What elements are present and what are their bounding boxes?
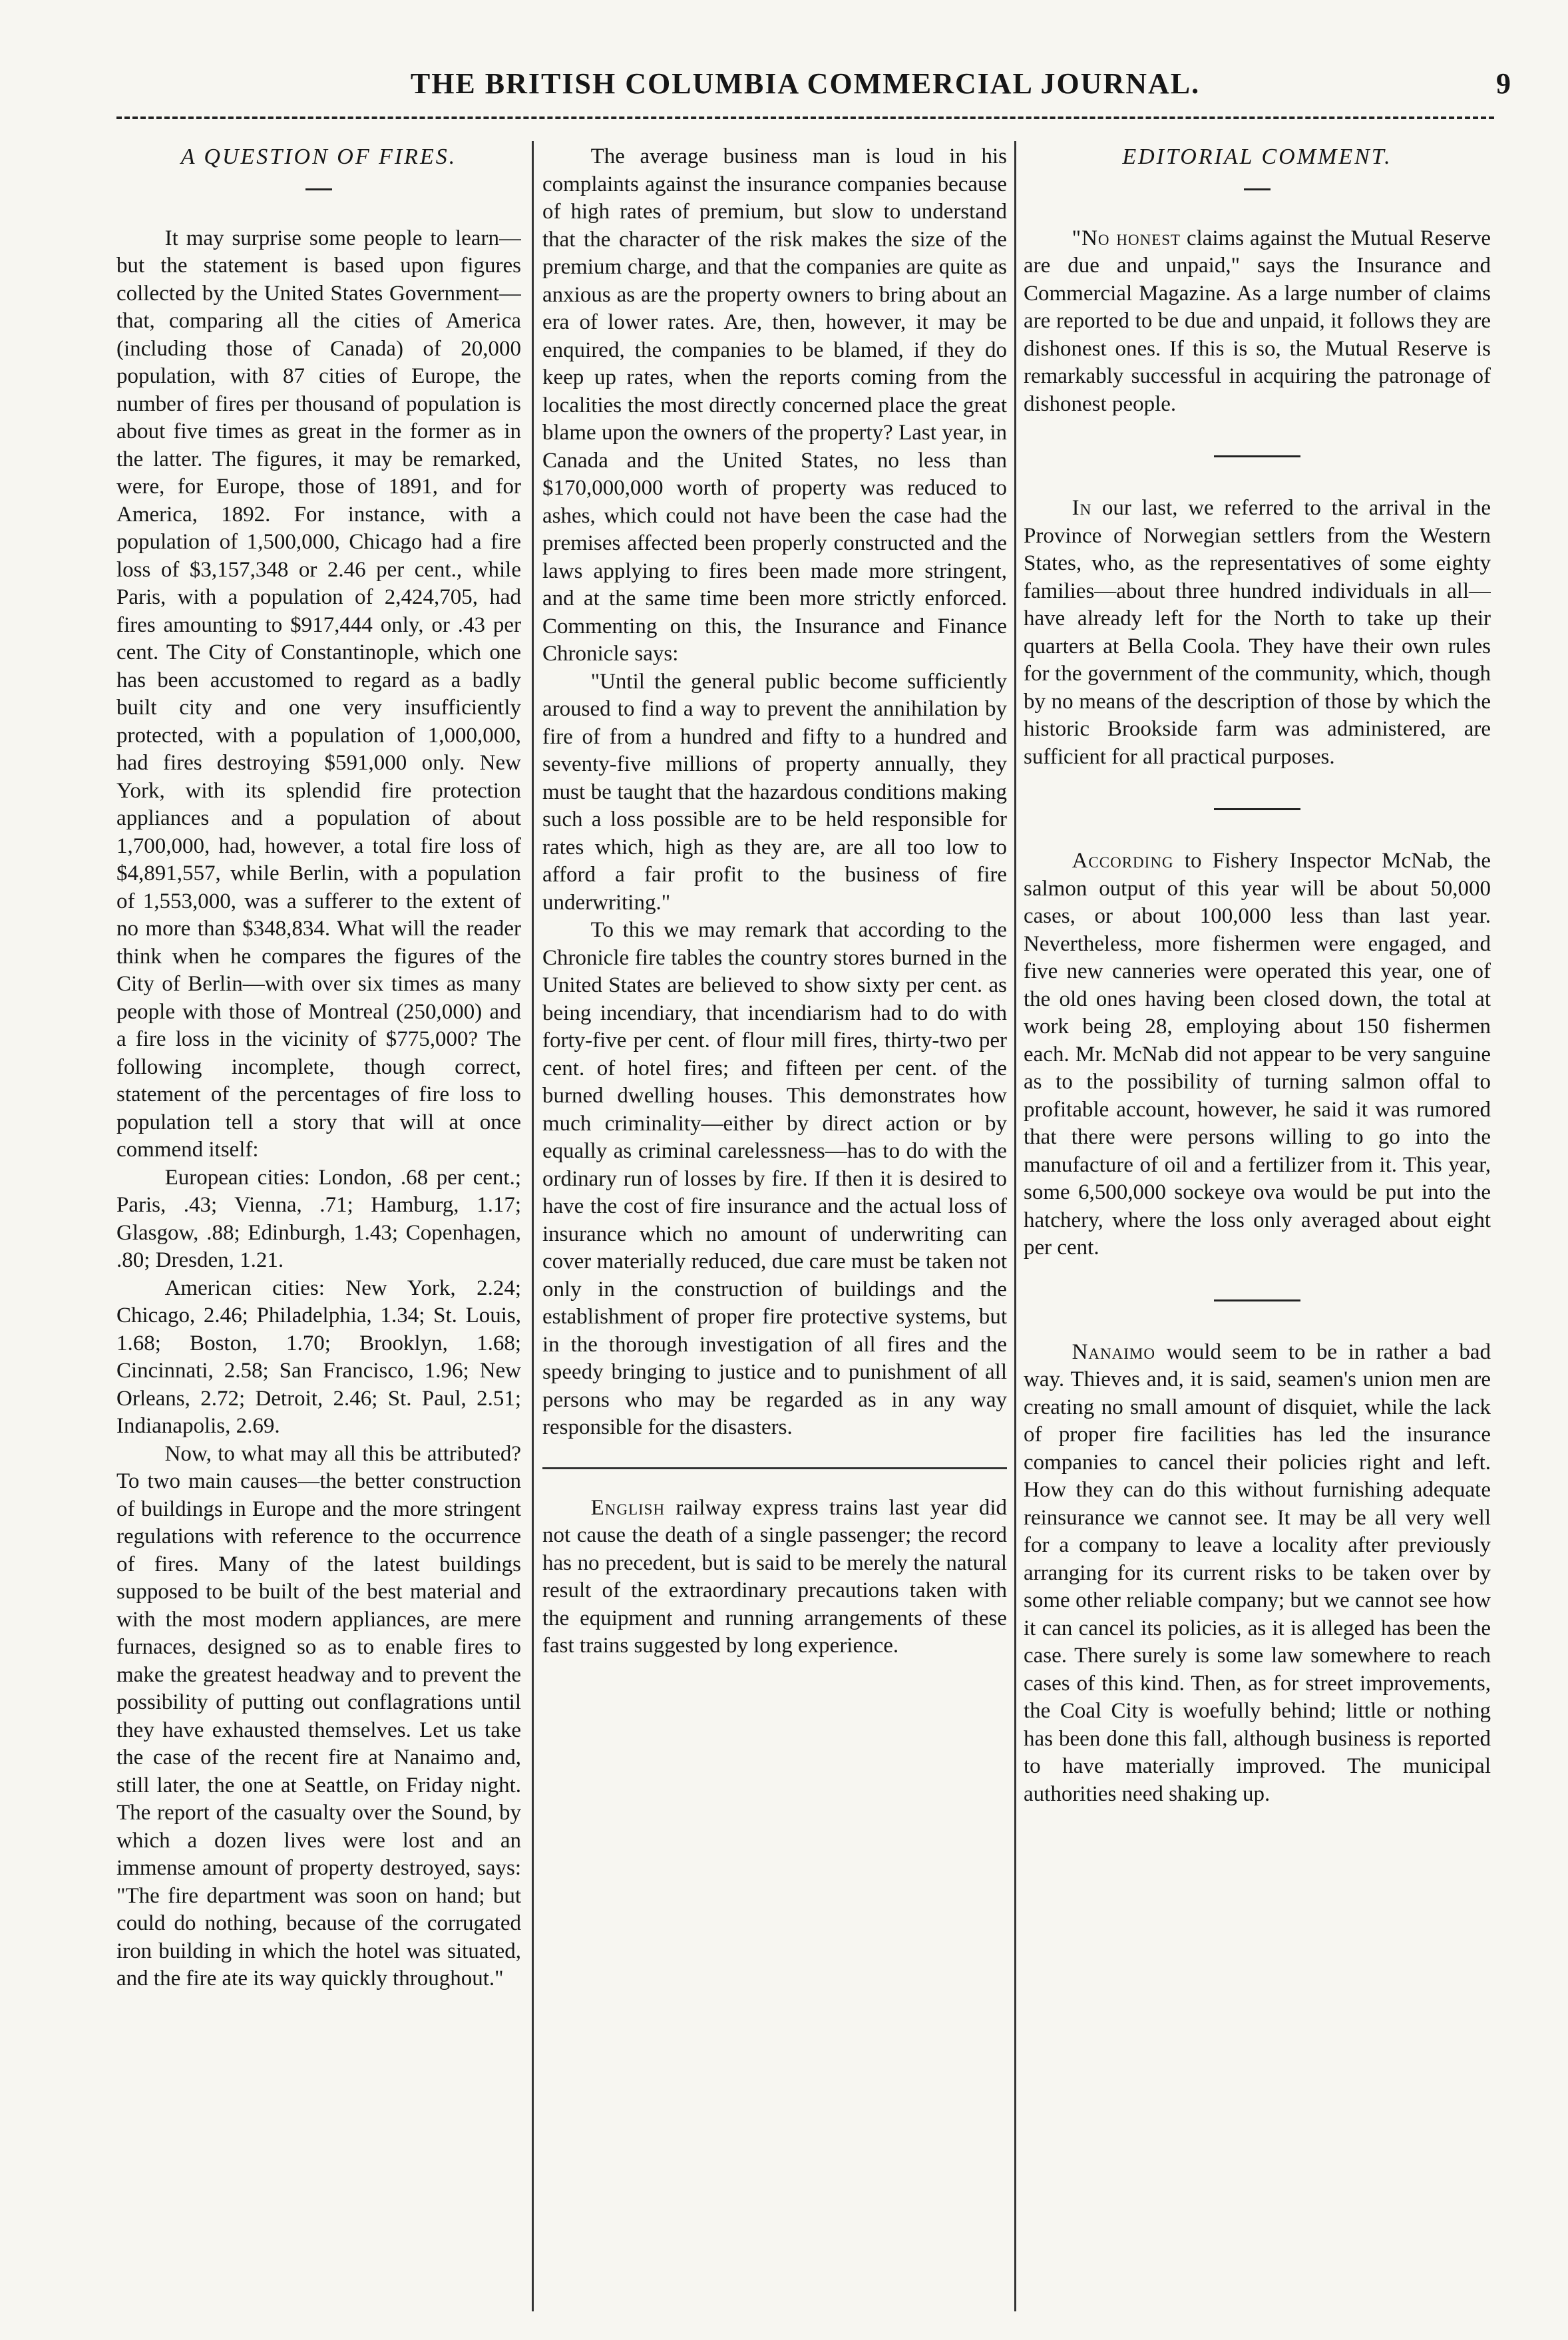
fires-paragraph-chronicle-quote: "Until the general public become sufficiently aroused to find a way to prevent the annihilation by fire of from a hundred and fifty to a hundred and seventy-five millions of property annually, they must be taught that the hazardous conditions making such a loss possible are to be held responsible for rates which, high as they are, are all too low to afford a fair profit to the business of fire underwriting." (542, 669, 1007, 915)
editorial-item-mutual-reserve (1024, 225, 1491, 419)
column-rule-left (532, 141, 534, 2311)
editorial-item-1-text: claims against the Mutual Reserve are due and unpaid," says the Insurance and Commercial Magazine. As a large number of claims are reported to be due and unpaid, it follows they are dishonest ones. If this is so, the Mutual Reserve is remarkably successful in acquiring the patronage of dishonest people. (1024, 226, 1491, 416)
editorial-item-norwegian-settlers (1024, 495, 1491, 771)
headline-dash (305, 188, 332, 190)
editorial-separator-2 (1214, 808, 1300, 810)
editorial-item-3-text: to Fishery Inspector McNab, the salmon output of this year will be about 50,000 cases, or about 100,000 less than last year. Nevertheless, more fishermen were engaged, and five new canneries were operated this year, one of the old ones having been closed down, the total at work being 28, employing about 150 fishermen each. Mr. McNab did not appear to be very sanguine as to the possibility of turning salmon offal to profitable account, however, he said it was rumored that there were persons willing to go into the manufacture of oil and a fertilizer from it. This year, some 6,500,000 sockeye ova would be put into the hatchery, where the loss only averaged about eight per cent. (1024, 849, 1491, 1260)
header-rule (116, 117, 1494, 119)
column-rule-right (1014, 141, 1016, 2311)
fires-paragraph-1: It may surprise some people to learn—but the statement is based upon figures collected by the United States Government—that, comparing all the cities of America (including those of Canada) of 20,000 population, with 87 cities of Europe, the number of fires per thousand of population is about five times as great in the former as in the latter. The figures, it may be remarked, were, for Europe, those of 1891, and for America, 1892. For instance, with a population of 1,500,000, Chicago had a fire loss of $3,157,348 or 2.46 per cent., while Paris, with a population of 2,424,705, had fires amounting to $917,444 only, or .43 per cent. The City of Constantinople, which one has been accustomed to regard as a badly built city and one very insufficiently protected, with a population of 1,000,000, had fires destroying $591,000 only. New York, with its splendid fire protection appliances and a population of about 1,700,000, had, however, a total fire loss of $4,891,557, while Berlin, with a population of 1,553,000, was a sufferer to the extent of no more than $348,834. What will the reader think when he compares the figures of the City of Berlin—with over six times as many people with those of Montreal (250,000) and a fire loss in the vicinity of $775,000? The following incomplete, though correct, statement of the percentages of fire loss to population tell a story that will at once commend itself: (116, 226, 521, 1162)
fires-paragraph-european-cities: European cities: London, .68 per cent.; Paris, .43; Vienna, .71; Hamburg, 1.17; Glasgow, .88; Edinburgh, 1.43; Copenhagen, .80; Dresden, 1.21. (116, 1165, 521, 1272)
editorial-item-1-lead: "No honest (1072, 226, 1181, 250)
editorial-separator-3 (1214, 1299, 1300, 1301)
editorial-item-4-text: would seem to be in rather a bad way. Thieves and, it is said, seamen's union men are creating no small amount of disquiet, while the lack of proper fire facilities has led the insurance companies to cancel their policies right and left. How they can do this without furnishing adequate reinsurance we cannot see. It may be all very well for a company to leave a locality after previously arranging for its current risks to be taken over by some other reliable company; but we cannot see how it can cancel its policies, as it is alleged has been the case. There surely is some law somewhere to reach cases of this kind. Then, as for street improvements, the Coal City is woefully behind; little or nothing has been done this fall, although business is reported to have materially improved. The municipal authorities need shaking up. (1024, 1339, 1491, 1806)
editorial-item-salmon-output (1024, 847, 1491, 1262)
editorial-separator-1 (1214, 455, 1300, 457)
fires-paragraph-business-man: The average business man is loud in his complaints against the insurance companies because of high rates of premium, but slow to understand that the character of the risk makes the size of the premium charge, and that the companies are quite as anxious as are the property owners to bring about an era of lower rates. Are, then, however, it may be enquired, the companies to be blamed, if they do keep up rates, when the reports coming from the localities the most directly concerned place the great blame upon the owners of the property? Last year, in Canada and the United States, no less than $170,000,000 worth of property was reduced to ashes, which could not have been the case had the premises affected been properly constructed and the laws applying to fires been made more stringent, and at the same time been more strictly enforced. Commenting on this, the Insurance and Finance Chronicle says: (542, 144, 1007, 666)
editorial-item-3-lead: According (1072, 849, 1174, 873)
column-2 (542, 143, 1007, 2307)
fires-paragraph-american-cities: American cities: New York, 2.24; Chicago, 2.46; Philadelphia, 1.34; St. Louis, 1.68; Boston, 1.70; Brooklyn, 1.68; Cincinnati, 2.58; San Francisco, 1.96; New Orleans, 2.72; Detroit, 2.46; St. Paul, 2.51; Indianapolis, 2.69. (116, 1276, 521, 1438)
column-1 (116, 143, 521, 2307)
railway-lead-word: English (590, 1495, 666, 1520)
column-3 (1024, 143, 1491, 2307)
railway-paragraph (542, 1495, 1007, 1660)
editorial-headline-dash (1244, 188, 1271, 190)
editorial-item-2-lead: In (1072, 496, 1092, 520)
fires-paragraph-causes: Now, to what may all this be attributed? To two main causes—the better construction of buildings in Europe and the more stringent regulations with reference to the occurrence of fires. Many of the latest buildings supposed to be built of the best material and with the most modern appliances, are mere furnaces, designed so as to enable fires to make the greatest headway and to prevent the possibility of putting out conflagrations until they have exhausted themselves. Let us take the case of the recent fire at Nanaimo and, still later, the one at Seattle, on Friday night. The report of the casualty over the Sound, by which a dozen lives were lost and an immense amount of property destroyed, says: "The fire department was soon on hand; but could do nothing, because of the corrugated iron building in which the hotel was situated, and the fire ate its way quickly throughout." (116, 1441, 521, 1990)
editorial-item-nanaimo (1024, 1339, 1491, 1809)
article-separator-rule (542, 1467, 1007, 1469)
editorial-headline: EDITORIAL COMMENT. (1122, 144, 1392, 169)
editorial-item-4-lead: Nanaimo (1072, 1339, 1155, 1364)
railway-text: railway express trains last year did not cause the death of a single passenger; the record has no precedent, but is said to be merely the natural result of the extraordinary precautions taken with the equipment and running arrangements of these fast trains suggested by long experience. (542, 1495, 1007, 1658)
article-headline-fires: A QUESTION OF FIRES. (180, 144, 457, 169)
page-number: 9 (1496, 67, 1511, 100)
page-header (100, 67, 1511, 113)
editorial-item-2-text: our last, we referred to the arrival in the Province of Norwegian settlers from the Western States, who, as the representatives of some eighty families—about three hundred individuals in all—have already left for the North to take up their quarters at Bella Coola. They have their own rules for the government of the community, which, though by no means of the description of those by which the historic Brookside farm was administered, are sufficient for all practical purposes. (1024, 496, 1491, 769)
fires-paragraph-conclusion: To this we may remark that according to the Chronicle fire tables the country stores burned in the United States are believed to show sixty per cent. as being incendiary, that incendiarism had to do with forty-five per cent. of flour mill fires, thirty-two per cent. of hotel fires; and fifteen per cent. of the burned dwelling houses. This demonstrates how much criminality—either by direct action or by equally as criminal carelessness—has to do with the ordinary run of losses by fire. If then it is desired to have the cost of fire insurance and the actual loss of insurance which no amount of underwriting can cover materially reduced, due care must be taken not only in the construction of buildings and the establishment of proper fire protective systems, but in the thorough investigation of all fires and the speedy bringing to justice and to punishment of all persons who may be regarded as in any way responsible for the disasters. (542, 918, 1007, 1439)
running-title: THE BRITISH COLUMBIA COMMERCIAL JOURNAL. (410, 67, 1201, 100)
